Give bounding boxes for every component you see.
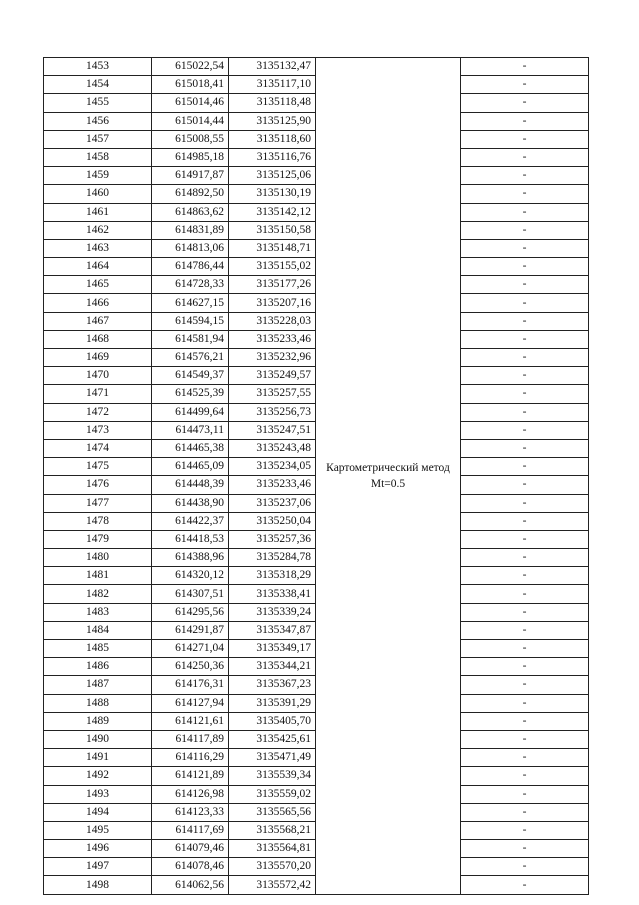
point-number-cell: 1462 [44, 221, 152, 239]
value-cell: - [461, 403, 589, 421]
x-coordinate-cell: 614418,53 [152, 530, 229, 548]
y-coordinate-cell: 3135425,61 [229, 730, 316, 748]
y-coordinate-cell: 3135233,46 [229, 476, 316, 494]
x-coordinate-cell: 614422,37 [152, 512, 229, 530]
point-number-cell: 1463 [44, 239, 152, 257]
point-number-cell: 1455 [44, 94, 152, 112]
y-coordinate-cell: 3135559,02 [229, 785, 316, 803]
y-coordinate-cell: 3135125,06 [229, 167, 316, 185]
point-number-cell: 1491 [44, 749, 152, 767]
value-cell: - [461, 821, 589, 839]
x-coordinate-cell: 614448,39 [152, 476, 229, 494]
point-number-cell: 1477 [44, 494, 152, 512]
point-number-cell: 1488 [44, 694, 152, 712]
value-cell: - [461, 767, 589, 785]
value-cell: - [461, 803, 589, 821]
point-number-cell: 1464 [44, 258, 152, 276]
x-coordinate-cell: 614831,89 [152, 221, 229, 239]
x-coordinate-cell: 614594,15 [152, 312, 229, 330]
point-number-cell: 1473 [44, 421, 152, 439]
y-coordinate-cell: 3135228,03 [229, 312, 316, 330]
y-coordinate-cell: 3135249,57 [229, 367, 316, 385]
value-cell: - [461, 458, 589, 476]
x-coordinate-cell: 614627,15 [152, 294, 229, 312]
point-number-cell: 1487 [44, 676, 152, 694]
point-number-cell: 1484 [44, 621, 152, 639]
x-coordinate-cell: 614121,89 [152, 767, 229, 785]
value-cell: - [461, 203, 589, 221]
x-coordinate-cell: 614985,18 [152, 148, 229, 166]
x-coordinate-cell: 614465,38 [152, 439, 229, 457]
x-coordinate-cell: 614117,69 [152, 821, 229, 839]
x-coordinate-cell: 614549,37 [152, 367, 229, 385]
x-coordinate-cell: 614127,94 [152, 694, 229, 712]
y-coordinate-cell: 3135347,87 [229, 621, 316, 639]
y-coordinate-cell: 3135125,90 [229, 112, 316, 130]
x-coordinate-cell: 614576,21 [152, 349, 229, 367]
x-coordinate-cell: 614126,98 [152, 785, 229, 803]
value-cell: - [461, 567, 589, 585]
y-coordinate-cell: 3135207,16 [229, 294, 316, 312]
y-coordinate-cell: 3135572,42 [229, 876, 316, 894]
y-coordinate-cell: 3135247,51 [229, 421, 316, 439]
x-coordinate-cell: 614917,87 [152, 167, 229, 185]
value-cell: - [461, 858, 589, 876]
value-cell: - [461, 621, 589, 639]
value-cell: - [461, 749, 589, 767]
point-number-cell: 1454 [44, 76, 152, 94]
point-number-cell: 1495 [44, 821, 152, 839]
point-number-cell: 1453 [44, 58, 152, 76]
value-cell: - [461, 712, 589, 730]
y-coordinate-cell: 3135564,81 [229, 840, 316, 858]
value-cell: - [461, 330, 589, 348]
y-coordinate-cell: 3135318,29 [229, 567, 316, 585]
y-coordinate-cell: 3135565,56 [229, 803, 316, 821]
y-coordinate-cell: 3135256,73 [229, 403, 316, 421]
x-coordinate-cell: 614078,46 [152, 858, 229, 876]
value-cell: - [461, 239, 589, 257]
point-number-cell: 1478 [44, 512, 152, 530]
x-coordinate-cell: 614123,33 [152, 803, 229, 821]
value-cell: - [461, 585, 589, 603]
x-coordinate-cell: 614116,29 [152, 749, 229, 767]
y-coordinate-cell: 3135233,46 [229, 330, 316, 348]
value-cell: - [461, 58, 589, 76]
value-cell: - [461, 512, 589, 530]
value-cell: - [461, 312, 589, 330]
point-number-cell: 1493 [44, 785, 152, 803]
y-coordinate-cell: 3135234,05 [229, 458, 316, 476]
y-coordinate-cell: 3135177,26 [229, 276, 316, 294]
point-number-cell: 1476 [44, 476, 152, 494]
value-cell: - [461, 840, 589, 858]
value-cell: - [461, 185, 589, 203]
y-coordinate-cell: 3135344,21 [229, 658, 316, 676]
x-coordinate-cell: 614295,56 [152, 603, 229, 621]
x-coordinate-cell: 614499,64 [152, 403, 229, 421]
x-coordinate-cell: 615008,55 [152, 130, 229, 148]
x-coordinate-cell: 614250,36 [152, 658, 229, 676]
y-coordinate-cell: 3135471,49 [229, 749, 316, 767]
point-number-cell: 1457 [44, 130, 152, 148]
y-coordinate-cell: 3135116,76 [229, 148, 316, 166]
value-cell: - [461, 294, 589, 312]
point-number-cell: 1459 [44, 167, 152, 185]
coordinates-table-body [44, 58, 589, 895]
y-coordinate-cell: 3135257,36 [229, 530, 316, 548]
point-number-cell: 1474 [44, 439, 152, 457]
value-cell: - [461, 76, 589, 94]
method-cell: Картометрический метод Mt=0.5 [316, 58, 461, 895]
y-coordinate-cell: 3135243,48 [229, 439, 316, 457]
point-number-cell: 1492 [44, 767, 152, 785]
y-coordinate-cell: 3135155,02 [229, 258, 316, 276]
point-number-cell: 1497 [44, 858, 152, 876]
x-coordinate-cell: 614863,62 [152, 203, 229, 221]
x-coordinate-cell: 614892,50 [152, 185, 229, 203]
y-coordinate-cell: 3135349,17 [229, 640, 316, 658]
x-coordinate-cell: 615018,41 [152, 76, 229, 94]
value-cell: - [461, 530, 589, 548]
y-coordinate-cell: 3135339,24 [229, 603, 316, 621]
y-coordinate-cell: 3135150,58 [229, 221, 316, 239]
value-cell: - [461, 258, 589, 276]
point-number-cell: 1461 [44, 203, 152, 221]
point-number-cell: 1482 [44, 585, 152, 603]
value-cell: - [461, 421, 589, 439]
point-number-cell: 1480 [44, 549, 152, 567]
x-coordinate-cell: 614291,87 [152, 621, 229, 639]
point-number-cell: 1490 [44, 730, 152, 748]
y-coordinate-cell: 3135284,78 [229, 549, 316, 567]
value-cell: - [461, 439, 589, 457]
y-coordinate-cell: 3135237,06 [229, 494, 316, 512]
x-coordinate-cell: 614079,46 [152, 840, 229, 858]
y-coordinate-cell: 3135232,96 [229, 349, 316, 367]
value-cell: - [461, 494, 589, 512]
y-coordinate-cell: 3135130,19 [229, 185, 316, 203]
y-coordinate-cell: 3135570,20 [229, 858, 316, 876]
value-cell: - [461, 603, 589, 621]
x-coordinate-cell: 614465,09 [152, 458, 229, 476]
value-cell: - [461, 694, 589, 712]
y-coordinate-cell: 3135391,29 [229, 694, 316, 712]
value-cell: - [461, 148, 589, 166]
value-cell: - [461, 130, 589, 148]
value-cell: - [461, 785, 589, 803]
x-coordinate-cell: 614525,39 [152, 385, 229, 403]
value-cell: - [461, 167, 589, 185]
y-coordinate-cell: 3135405,70 [229, 712, 316, 730]
x-coordinate-cell: 614117,89 [152, 730, 229, 748]
x-coordinate-cell: 614728,33 [152, 276, 229, 294]
point-number-cell: 1486 [44, 658, 152, 676]
x-coordinate-cell: 614473,11 [152, 421, 229, 439]
x-coordinate-cell: 614320,12 [152, 567, 229, 585]
value-cell: - [461, 476, 589, 494]
value-cell: - [461, 640, 589, 658]
x-coordinate-cell: 614271,04 [152, 640, 229, 658]
y-coordinate-cell: 3135568,21 [229, 821, 316, 839]
point-number-cell: 1466 [44, 294, 152, 312]
value-cell: - [461, 549, 589, 567]
value-cell: - [461, 876, 589, 894]
value-cell: - [461, 367, 589, 385]
y-coordinate-cell: 3135367,23 [229, 676, 316, 694]
value-cell: - [461, 676, 589, 694]
y-coordinate-cell: 3135132,47 [229, 58, 316, 76]
x-coordinate-cell: 615014,46 [152, 94, 229, 112]
x-coordinate-cell: 614581,94 [152, 330, 229, 348]
point-number-cell: 1479 [44, 530, 152, 548]
point-number-cell: 1485 [44, 640, 152, 658]
y-coordinate-cell: 3135118,48 [229, 94, 316, 112]
point-number-cell: 1470 [44, 367, 152, 385]
point-number-cell: 1471 [44, 385, 152, 403]
point-number-cell: 1481 [44, 567, 152, 585]
point-number-cell: 1475 [44, 458, 152, 476]
point-number-cell: 1469 [44, 349, 152, 367]
x-coordinate-cell: 614813,06 [152, 239, 229, 257]
y-coordinate-cell: 3135338,41 [229, 585, 316, 603]
point-number-cell: 1494 [44, 803, 152, 821]
x-coordinate-cell: 615022,54 [152, 58, 229, 76]
point-number-cell: 1456 [44, 112, 152, 130]
x-coordinate-cell: 614062,56 [152, 876, 229, 894]
table-row [44, 58, 589, 76]
x-coordinate-cell: 614438,90 [152, 494, 229, 512]
point-number-cell: 1460 [44, 185, 152, 203]
y-coordinate-cell: 3135257,55 [229, 385, 316, 403]
value-cell: - [461, 658, 589, 676]
value-cell: - [461, 385, 589, 403]
value-cell: - [461, 221, 589, 239]
x-coordinate-cell: 614786,44 [152, 258, 229, 276]
point-number-cell: 1483 [44, 603, 152, 621]
y-coordinate-cell: 3135117,10 [229, 76, 316, 94]
y-coordinate-cell: 3135148,71 [229, 239, 316, 257]
x-coordinate-cell: 614307,51 [152, 585, 229, 603]
x-coordinate-cell: 614388,96 [152, 549, 229, 567]
coordinates-table [43, 57, 589, 895]
point-number-cell: 1472 [44, 403, 152, 421]
point-number-cell: 1489 [44, 712, 152, 730]
x-coordinate-cell: 614176,31 [152, 676, 229, 694]
x-coordinate-cell: 614121,61 [152, 712, 229, 730]
value-cell: - [461, 276, 589, 294]
point-number-cell: 1458 [44, 148, 152, 166]
value-cell: - [461, 349, 589, 367]
y-coordinate-cell: 3135142,12 [229, 203, 316, 221]
point-number-cell: 1467 [44, 312, 152, 330]
x-coordinate-cell: 615014,44 [152, 112, 229, 130]
point-number-cell: 1496 [44, 840, 152, 858]
point-number-cell: 1468 [44, 330, 152, 348]
point-number-cell: 1498 [44, 876, 152, 894]
value-cell: - [461, 730, 589, 748]
y-coordinate-cell: 3135539,34 [229, 767, 316, 785]
y-coordinate-cell: 3135250,04 [229, 512, 316, 530]
value-cell: - [461, 94, 589, 112]
value-cell: - [461, 112, 589, 130]
point-number-cell: 1465 [44, 276, 152, 294]
y-coordinate-cell: 3135118,60 [229, 130, 316, 148]
